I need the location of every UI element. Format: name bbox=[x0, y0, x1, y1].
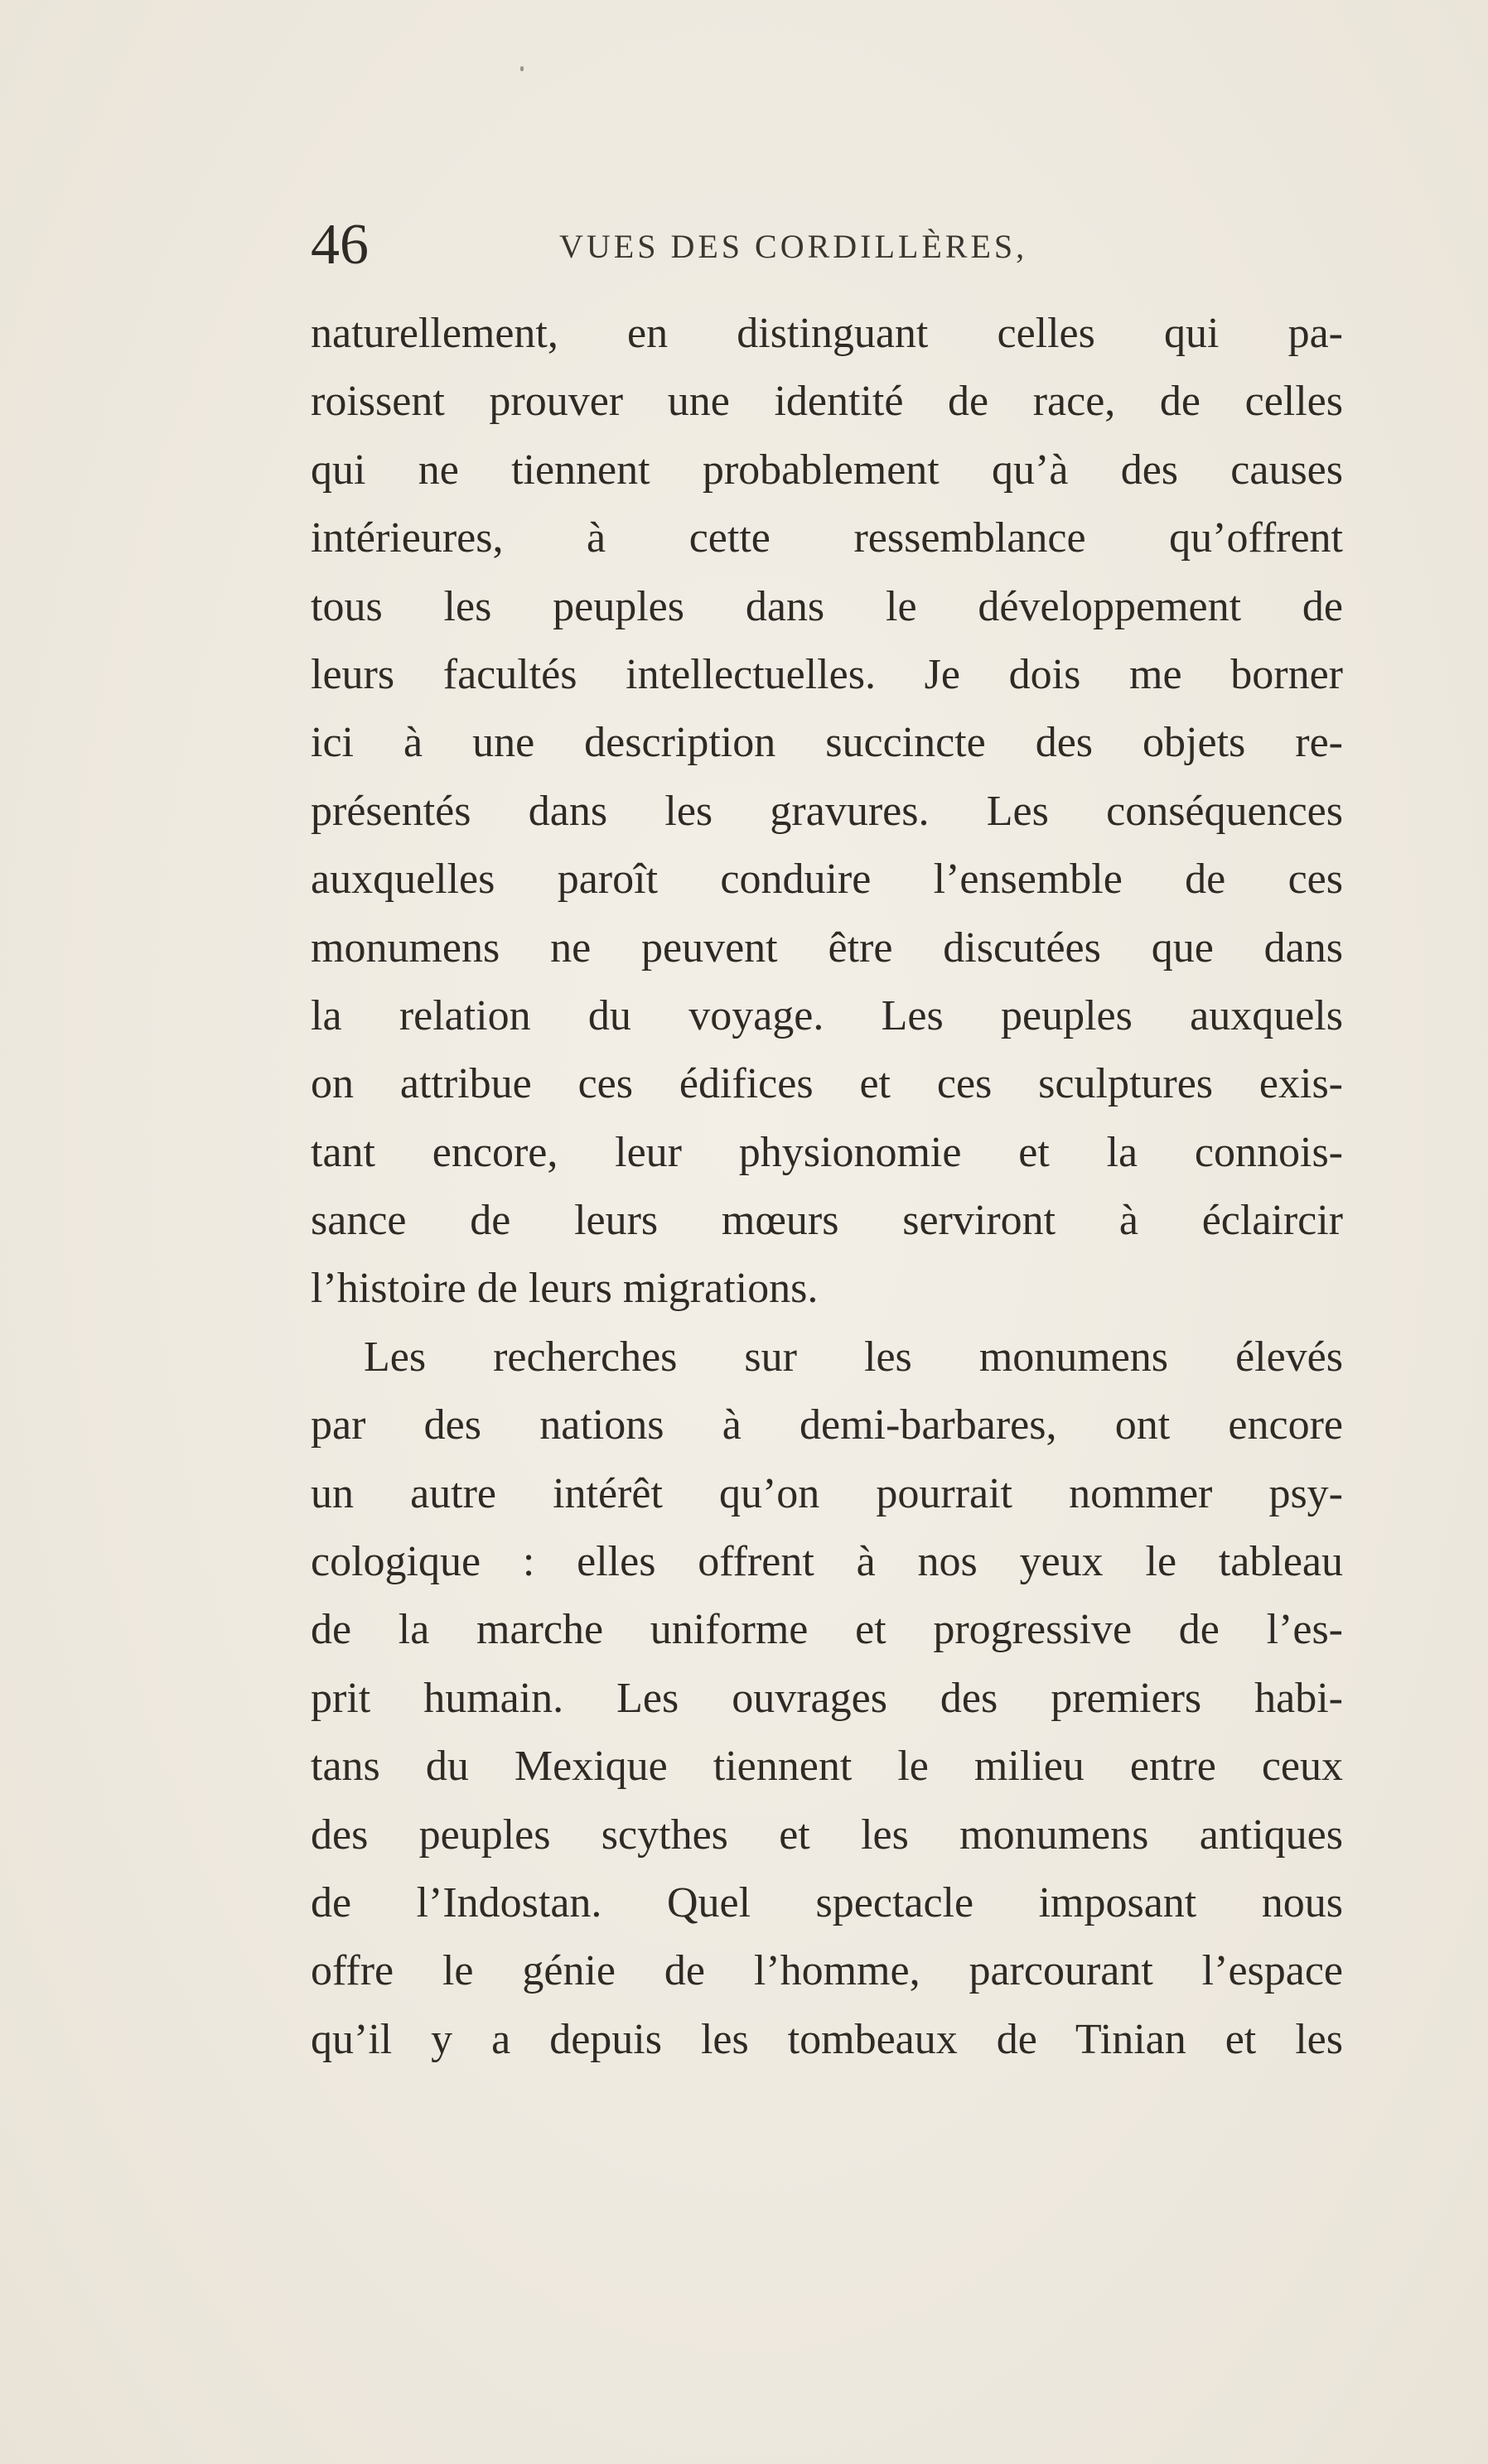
running-title: VUES DES CORDILLÈRES, bbox=[559, 228, 1028, 265]
text-line: présentés dans les gravures. Les conséquences bbox=[311, 787, 1343, 835]
text-line: roissent prouver une identité de race, de celles bbox=[311, 378, 1343, 426]
text-line: auxquelles paroît conduire l’ensemble de ces bbox=[311, 856, 1343, 904]
text-line: leurs facultés intellectuelles. Je dois me borner bbox=[311, 650, 1343, 698]
text-line: tant encore, leur physionomie et la connois- bbox=[311, 1128, 1343, 1176]
text-line: tous les peuples dans le développement de bbox=[311, 582, 1343, 630]
text-line: tans du Mexique tiennent le milieu entre ceux bbox=[311, 1743, 1343, 1791]
paragraph-start-line: Les recherches sur les monumens élevés bbox=[364, 1333, 1343, 1381]
text-line: par des nations à demi-barbares, ont encore bbox=[311, 1401, 1343, 1449]
text-line: des peuples scythes et les monumens antiques bbox=[311, 1811, 1343, 1859]
text-line: de l’Indostan. Quel spectacle imposant nous bbox=[311, 1878, 1343, 1926]
running-head bbox=[311, 212, 1363, 278]
text-line: de la marche uniforme et progressive de l’es- bbox=[311, 1606, 1343, 1654]
paper-speck bbox=[520, 66, 524, 71]
text-line: naturellement, en distinguant celles qui pa- bbox=[311, 310, 1343, 357]
text-line: ici à une description succincte des objets re- bbox=[311, 719, 1343, 767]
paragraph-end-line: l’histoire de leurs migrations. bbox=[311, 1265, 819, 1313]
text-line: offre le génie de l’homme, parcourant l’espace bbox=[311, 1947, 1343, 1995]
text-line: intérieures, à cette ressemblance qu’offrent bbox=[311, 514, 1343, 562]
text-line: qui ne tiennent probablement qu’à des causes bbox=[311, 446, 1343, 494]
text-line: cologique : elles offrent à nos yeux le tableau bbox=[311, 1538, 1343, 1586]
text-line: un autre intérêt qu’on pourrait nommer psy- bbox=[311, 1469, 1343, 1517]
text-line: la relation du voyage. Les peuples auxquels bbox=[311, 991, 1343, 1039]
text-line: prit humain. Les ouvrages des premiers habi- bbox=[311, 1674, 1343, 1722]
text-line: qu’il y a depuis les tombeaux de Tinian et les bbox=[311, 2015, 1343, 2063]
text-line: sance de leurs mœurs serviront à éclaircir bbox=[311, 1197, 1343, 1245]
body-text bbox=[311, 300, 1343, 2074]
text-line: monumens ne peuvent être discutées que dans bbox=[311, 923, 1343, 972]
page-number: 46 bbox=[311, 213, 369, 277]
text-line: on attribue ces édifices et ces sculptures exis- bbox=[311, 1060, 1343, 1108]
